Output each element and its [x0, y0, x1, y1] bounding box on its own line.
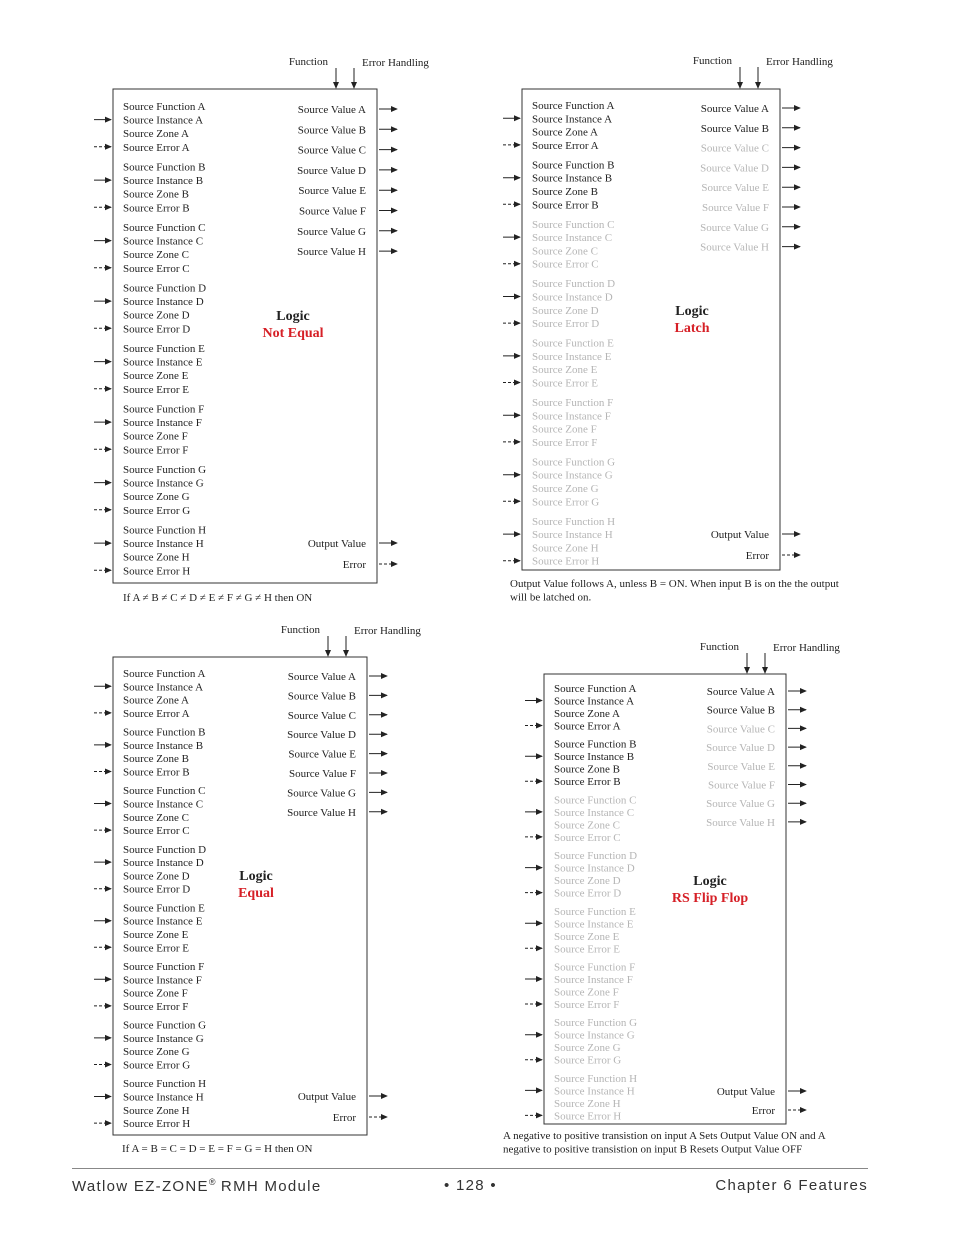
footer-chapter: Chapter 6 Features [715, 1177, 868, 1194]
diagram-caption: A negative to positive transistion on input A Sets Output Value ON and A [503, 1130, 826, 1142]
input-c-source-error: Source Error C [554, 831, 621, 844]
input-c-source-instance: Source Instance C [123, 798, 204, 811]
input-h-source-zone: Source Zone H [123, 1104, 190, 1117]
input-d-source-instance: Source Instance D [123, 296, 204, 309]
source-value-h: Source Value H [287, 806, 356, 819]
logic-type-title: RS Flip Flop [671, 891, 749, 906]
error-handling-label: Error Handling [773, 642, 840, 654]
input-g-source-instance: Source Instance G [123, 477, 204, 490]
input-g-source-error: Source Error G [123, 1059, 191, 1072]
input-b-source-function: Source Function B [532, 159, 615, 172]
source-value-a: Source Value A [297, 104, 366, 116]
source-value-d: Source Value D [700, 162, 769, 175]
source-value-c: Source Value C [287, 709, 356, 722]
source-value-e: Source Value E [288, 748, 356, 761]
input-f-source-zone: Source Zone F [123, 987, 188, 1000]
input-a-source-zone: Source Zone A [554, 708, 620, 720]
source-value-g: Source Value G [287, 787, 356, 800]
input-f-source-function: Source Function F [532, 397, 614, 409]
source-value-b: Source Value B [297, 124, 366, 137]
input-e-source-error: Source Error E [123, 942, 189, 955]
input-h-source-function: Source Function H [554, 1072, 638, 1085]
diagram-caption: If A ≠ B ≠ C ≠ D ≠ E ≠ F ≠ G ≠ H then ON [123, 592, 313, 604]
input-a-source-zone: Source Zone A [123, 128, 189, 141]
input-h-source-zone: Source Zone H [554, 1097, 621, 1110]
input-f-source-instance: Source Instance F [123, 974, 202, 987]
input-h-source-instance: Source Instance H [123, 1091, 204, 1104]
source-value-b: Source Value B [700, 122, 769, 135]
footer-product: Watlow EZ-ZONE® RMH Module [72, 1177, 322, 1195]
input-f-source-function: Source Function F [123, 403, 205, 416]
input-a-source-instance: Source Instance A [123, 114, 204, 127]
error-handling-label: Error Handling [354, 625, 421, 637]
source-value-h: Source Value H [706, 816, 775, 829]
diagram-caption: Output Value follows A, unless B = ON. When input B is on the the output [510, 578, 839, 590]
input-d-source-instance: Source Instance D [554, 862, 635, 875]
logic-heading: Logic [239, 869, 273, 884]
logic-heading: Logic [693, 874, 727, 889]
input-d-source-error: Source Error D [123, 883, 191, 896]
input-e-source-error: Source Error E [123, 383, 189, 396]
input-g-source-function: Source Function G [532, 456, 616, 469]
input-f-source-instance: Source Instance F [123, 417, 202, 430]
input-b-source-instance: Source Instance B [123, 739, 204, 752]
input-h-source-zone: Source Zone H [123, 551, 190, 564]
input-g-source-function: Source Function G [123, 1019, 207, 1032]
input-g-source-error: Source Error G [532, 496, 600, 509]
input-e-source-instance: Source Instance E [123, 356, 203, 369]
input-d-source-zone: Source Zone D [532, 304, 599, 317]
input-b-source-error: Source Error B [554, 776, 621, 789]
input-c-source-instance: Source Instance C [532, 232, 613, 245]
input-a-source-error: Source Error A [123, 141, 190, 154]
source-value-h: Source Value H [700, 241, 769, 254]
input-d-source-zone: Source Zone D [123, 309, 190, 322]
source-value-f: Source Value F [298, 205, 366, 218]
input-d-source-error: Source Error D [554, 887, 622, 900]
error-handling-label: Error Handling [766, 56, 833, 68]
input-e-source-instance: Source Instance E [532, 350, 612, 363]
input-c-source-instance: Source Instance C [123, 235, 204, 248]
input-g-source-instance: Source Instance G [554, 1029, 635, 1042]
input-e-source-function: Source Function E [554, 905, 636, 918]
source-value-a: Source Value A [287, 671, 356, 683]
input-f-source-error: Source Error F [554, 999, 620, 1011]
input-d-source-error: Source Error D [532, 318, 600, 331]
input-e-source-zone: Source Zone E [123, 370, 189, 383]
logic-type-title: Equal [238, 886, 274, 901]
input-h-source-function: Source Function H [123, 524, 207, 537]
source-value-g: Source Value G [297, 225, 366, 238]
source-value-f: Source Value F [288, 768, 356, 780]
logic-diagram-latch [503, 55, 839, 604]
input-e-source-zone: Source Zone E [554, 930, 620, 943]
input-c-source-function: Source Function C [123, 222, 206, 234]
input-c-source-error: Source Error C [123, 262, 190, 275]
input-c-source-zone: Source Zone C [532, 245, 598, 258]
logic-type-title: Latch [674, 321, 710, 336]
input-a-source-zone: Source Zone A [532, 126, 598, 139]
input-e-source-error: Source Error E [532, 377, 598, 390]
source-value-e: Source Value E [298, 185, 366, 198]
input-b-source-zone: Source Zone B [554, 763, 620, 776]
input-g-source-zone: Source Zone G [123, 1046, 190, 1059]
input-b-source-error: Source Error B [123, 202, 190, 215]
logic-diagram-equal [94, 624, 421, 1155]
input-b-source-function: Source Function B [123, 726, 206, 739]
input-e-source-error: Source Error E [554, 943, 620, 956]
input-e-source-zone: Source Zone E [123, 929, 189, 941]
source-value-c: Source Value C [297, 144, 366, 157]
input-f-source-function: Source Function F [554, 961, 636, 974]
input-g-source-function: Source Function G [554, 1017, 638, 1030]
input-f-source-error: Source Error F [123, 444, 189, 457]
input-b-source-instance: Source Instance B [554, 751, 635, 764]
source-value-d: Source Value D [297, 164, 366, 177]
input-c-source-zone: Source Zone C [123, 249, 189, 262]
input-g-source-zone: Source Zone G [554, 1042, 621, 1055]
input-b-source-zone: Source Zone B [532, 186, 598, 198]
input-f-source-zone: Source Zone F [123, 430, 188, 443]
logic-type-title: Not Equal [262, 326, 324, 341]
input-a-source-instance: Source Instance A [123, 681, 204, 694]
source-value-b: Source Value B [706, 704, 775, 717]
logic-heading: Logic [276, 309, 310, 324]
input-c-source-function: Source Function C [123, 785, 206, 798]
function-label: Function [699, 641, 739, 653]
input-g-source-instance: Source Instance G [532, 469, 613, 482]
diagram-caption: negative to positive transistion on input B Resets Output Value OFF [503, 1143, 803, 1156]
input-g-source-zone: Source Zone G [123, 491, 190, 504]
input-d-source-zone: Source Zone D [123, 870, 190, 883]
input-d-source-function: Source Function D [123, 843, 207, 856]
input-d-source-function: Source Function D [532, 278, 616, 291]
diagram-caption: If A = B = C = D = E = F = G = H then ON [122, 1143, 313, 1155]
input-c-source-function: Source Function C [532, 218, 615, 231]
function-label: Function [692, 55, 732, 67]
source-value-g: Source Value G [706, 798, 775, 811]
source-value-h: Source Value H [297, 246, 366, 259]
input-a-source-function: Source Function A [123, 668, 206, 680]
function-label: Function [280, 624, 320, 636]
input-h-source-error: Source Error H [123, 565, 191, 578]
input-b-source-function: Source Function B [554, 738, 637, 751]
input-a-source-function: Source Function A [532, 100, 615, 112]
input-e-source-function: Source Function E [123, 902, 205, 915]
input-g-source-function: Source Function G [123, 464, 207, 476]
input-e-source-function: Source Function E [123, 343, 205, 355]
input-f-source-instance: Source Instance F [554, 974, 633, 986]
source-value-b: Source Value B [287, 690, 356, 703]
input-b-source-instance: Source Instance B [532, 172, 613, 185]
input-c-source-instance: Source Instance C [554, 806, 635, 819]
logic-heading: Logic [675, 304, 709, 319]
input-a-source-instance: Source Instance A [532, 113, 613, 126]
error-output-label: Error [745, 550, 769, 562]
input-c-source-error: Source Error C [532, 258, 599, 271]
output-value-label: Output Value [716, 1086, 775, 1098]
input-d-source-instance: Source Instance D [532, 291, 613, 304]
input-h-source-error: Source Error H [123, 1118, 191, 1131]
input-c-source-zone: Source Zone C [554, 819, 620, 832]
function-label: Function [288, 56, 328, 68]
input-g-source-error: Source Error G [554, 1054, 622, 1067]
input-e-source-instance: Source Instance E [554, 918, 634, 931]
output-value-label: Output Value [307, 538, 366, 550]
source-value-c: Source Value C [700, 142, 769, 155]
input-h-source-zone: Source Zone H [532, 542, 599, 555]
input-d-source-zone: Source Zone D [554, 875, 621, 888]
input-c-source-error: Source Error C [123, 825, 190, 838]
source-value-a: Source Value A [706, 686, 775, 698]
input-g-source-error: Source Error G [123, 504, 191, 517]
input-b-source-error: Source Error B [123, 766, 190, 779]
source-value-c: Source Value C [706, 723, 775, 736]
source-value-a: Source Value A [700, 103, 769, 115]
input-h-source-instance: Source Instance H [532, 529, 613, 542]
source-value-d: Source Value D [287, 729, 356, 742]
error-output-label: Error [332, 1112, 356, 1124]
output-value-label: Output Value [297, 1091, 356, 1103]
source-value-d: Source Value D [706, 742, 775, 755]
input-a-source-instance: Source Instance A [554, 695, 635, 708]
error-output-label: Error [751, 1105, 775, 1117]
input-a-source-function: Source Function A [123, 101, 206, 113]
input-d-source-error: Source Error D [123, 323, 191, 336]
input-e-source-zone: Source Zone E [532, 364, 598, 377]
input-h-source-error: Source Error H [554, 1110, 622, 1123]
source-value-e: Source Value E [701, 182, 769, 195]
input-h-source-function: Source Function H [123, 1078, 207, 1091]
input-h-source-function: Source Function H [532, 515, 616, 528]
source-value-e: Source Value E [707, 760, 775, 773]
input-b-source-instance: Source Instance B [123, 175, 204, 188]
input-b-source-error: Source Error B [532, 199, 599, 212]
input-e-source-function: Source Function E [532, 337, 614, 350]
input-a-source-function: Source Function A [554, 683, 637, 695]
input-h-source-instance: Source Instance H [123, 538, 204, 551]
logic-diagram-not-equal [94, 56, 429, 604]
input-f-source-zone: Source Zone F [554, 986, 619, 999]
error-output-label: Error [342, 559, 366, 571]
input-d-source-function: Source Function D [123, 282, 207, 295]
input-f-source-instance: Source Instance F [532, 410, 611, 423]
page-footer [72, 1168, 868, 1195]
input-f-source-zone: Source Zone F [532, 423, 597, 436]
input-a-source-error: Source Error A [532, 139, 599, 152]
footer-page-number: • 128 • [444, 1177, 497, 1194]
input-c-source-function: Source Function C [554, 794, 637, 807]
source-value-f: Source Value F [707, 779, 775, 792]
input-b-source-zone: Source Zone B [123, 188, 189, 201]
input-e-source-instance: Source Instance E [123, 915, 203, 928]
input-h-source-error: Source Error H [532, 555, 600, 568]
input-g-source-zone: Source Zone G [532, 483, 599, 495]
source-value-g: Source Value G [700, 221, 769, 234]
input-f-source-function: Source Function F [123, 961, 205, 973]
logic-diagram-rs-flip-flop [503, 641, 840, 1156]
output-value-label: Output Value [710, 529, 769, 541]
input-b-source-zone: Source Zone B [123, 753, 189, 766]
input-a-source-error: Source Error A [123, 707, 190, 720]
input-f-source-error: Source Error F [532, 436, 598, 449]
source-value-f: Source Value F [701, 202, 769, 214]
input-a-source-zone: Source Zone A [123, 694, 189, 707]
error-handling-label: Error Handling [362, 57, 429, 69]
input-d-source-function: Source Function D [554, 850, 638, 863]
input-g-source-instance: Source Instance G [123, 1032, 204, 1045]
input-d-source-instance: Source Instance D [123, 857, 204, 870]
input-h-source-instance: Source Instance H [554, 1085, 635, 1098]
input-b-source-function: Source Function B [123, 161, 206, 174]
input-c-source-zone: Source Zone C [123, 811, 189, 824]
input-a-source-error: Source Error A [554, 720, 621, 733]
diagram-caption: will be latched on. [510, 591, 592, 604]
input-f-source-error: Source Error F [123, 1000, 189, 1013]
